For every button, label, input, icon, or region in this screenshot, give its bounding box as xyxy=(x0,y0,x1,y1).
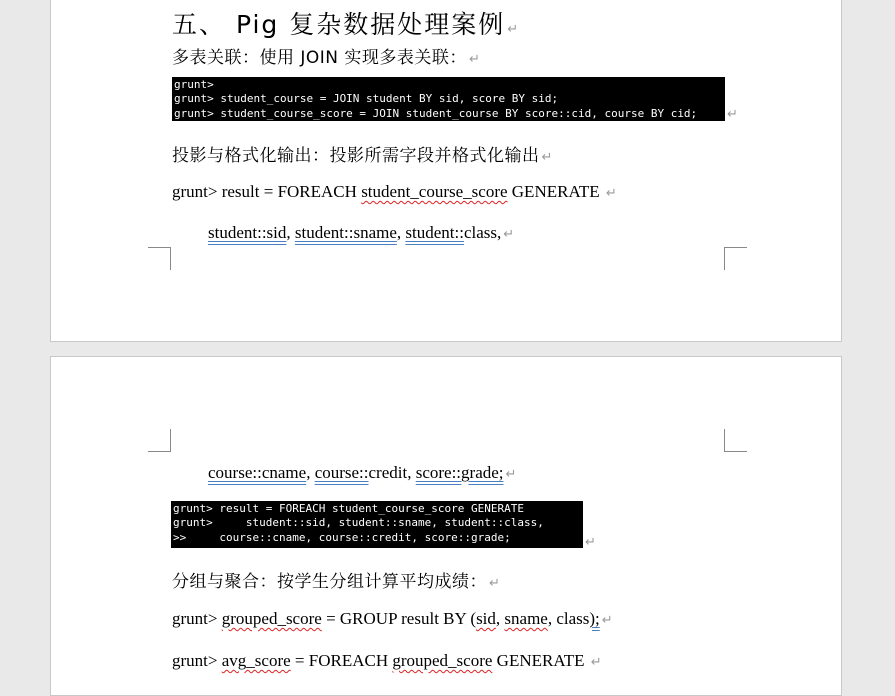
terminal-line: grunt> student_course_score = JOIN student_course BY score::cid, course BY cid; xyxy=(174,106,698,120)
code-identifier: course::cname xyxy=(208,463,307,482)
document-page-2 xyxy=(50,356,842,696)
code-identifier: student:: xyxy=(405,223,464,242)
margin-corner-bottom-left xyxy=(148,247,171,270)
code-text: grunt> xyxy=(172,609,222,628)
terminal-line: grunt> student_course = JOIN student BY sid, score BY sid; xyxy=(174,92,559,106)
paragraph-mark: ↵ xyxy=(590,655,602,670)
code-identifier: score::grade; xyxy=(415,463,504,482)
paragraph-join xyxy=(172,43,480,68)
terminal-line: grunt> result = FOREACH student_course_score GENERATE xyxy=(173,502,524,515)
code-text: GENERATE xyxy=(507,182,604,201)
code-text: grunt> xyxy=(172,651,222,670)
code-identifier: student::sname xyxy=(294,223,397,242)
code-text: , xyxy=(495,609,505,628)
terminal-line: >> course::cname, course::credit, score::grade; xyxy=(173,530,511,544)
paragraph-mark: ↵ xyxy=(585,535,596,550)
paragraph-mark: ↵ xyxy=(541,150,553,165)
code-text: = GROUP result BY ( xyxy=(321,609,477,628)
paragraph-mark: ↵ xyxy=(489,576,501,591)
code-identifier: course:: xyxy=(314,463,369,482)
terminal-screenshot-1 xyxy=(172,77,725,121)
code-line-result xyxy=(172,182,617,202)
code-identifier: student::sid xyxy=(208,223,287,242)
code-identifier: sname xyxy=(504,609,548,628)
code-text: = FOREACH xyxy=(290,651,393,670)
paragraph-text: 分组与聚合：按学生分组计算平均成绩： xyxy=(172,572,487,592)
margin-corner-top-right xyxy=(724,429,747,452)
paragraph-mark: ↵ xyxy=(507,22,521,37)
document-page-1 xyxy=(50,0,842,342)
paragraph-group xyxy=(172,567,500,592)
terminal-screenshot-2 xyxy=(171,501,583,548)
heading-text: 五、 Pig 复杂数据处理案例 xyxy=(172,10,506,39)
paragraph-mark: ↵ xyxy=(601,613,613,628)
code-text: , xyxy=(306,463,315,482)
paragraph-mark: ↵ xyxy=(605,186,617,201)
code-line-course-fields xyxy=(208,463,516,483)
code-identifier: sid xyxy=(476,609,496,628)
paragraph-mark: ↵ xyxy=(505,467,517,482)
code-text: grunt> result = FOREACH xyxy=(172,182,362,201)
code-line-group xyxy=(172,609,613,629)
paragraph-text: 多表关联：使用 JOIN 实现多表关联： xyxy=(172,48,467,68)
paragraph-mark: ↵ xyxy=(503,227,515,242)
section-heading xyxy=(172,5,520,41)
code-line-student-fields xyxy=(208,223,514,243)
code-identifier: avg_score xyxy=(221,651,291,670)
terminal-line: grunt> xyxy=(174,78,214,91)
code-text: class, xyxy=(463,223,502,242)
code-identifier: grouped_score xyxy=(392,651,493,670)
margin-corner-top-left xyxy=(148,429,171,452)
paragraph-mark: ↵ xyxy=(727,107,738,122)
code-text: GENERATE xyxy=(492,651,589,670)
margin-corner-bottom-right xyxy=(724,247,747,270)
paragraph-projection xyxy=(172,141,553,166)
code-text: ); xyxy=(589,609,600,628)
code-text: , class xyxy=(547,609,590,628)
code-text: , xyxy=(286,223,295,242)
code-line-avg xyxy=(172,651,602,671)
paragraph-text: 投影与格式化输出：投影所需字段并格式化输出 xyxy=(172,146,540,166)
terminal-line: grunt> student::sid, student::sname, student::class, xyxy=(173,516,544,530)
code-identifier: student_course_score xyxy=(361,182,508,201)
code-text: , xyxy=(396,223,406,242)
code-text: credit, xyxy=(368,463,416,482)
paragraph-mark: ↵ xyxy=(468,52,481,67)
code-identifier: grouped_score xyxy=(221,609,322,628)
